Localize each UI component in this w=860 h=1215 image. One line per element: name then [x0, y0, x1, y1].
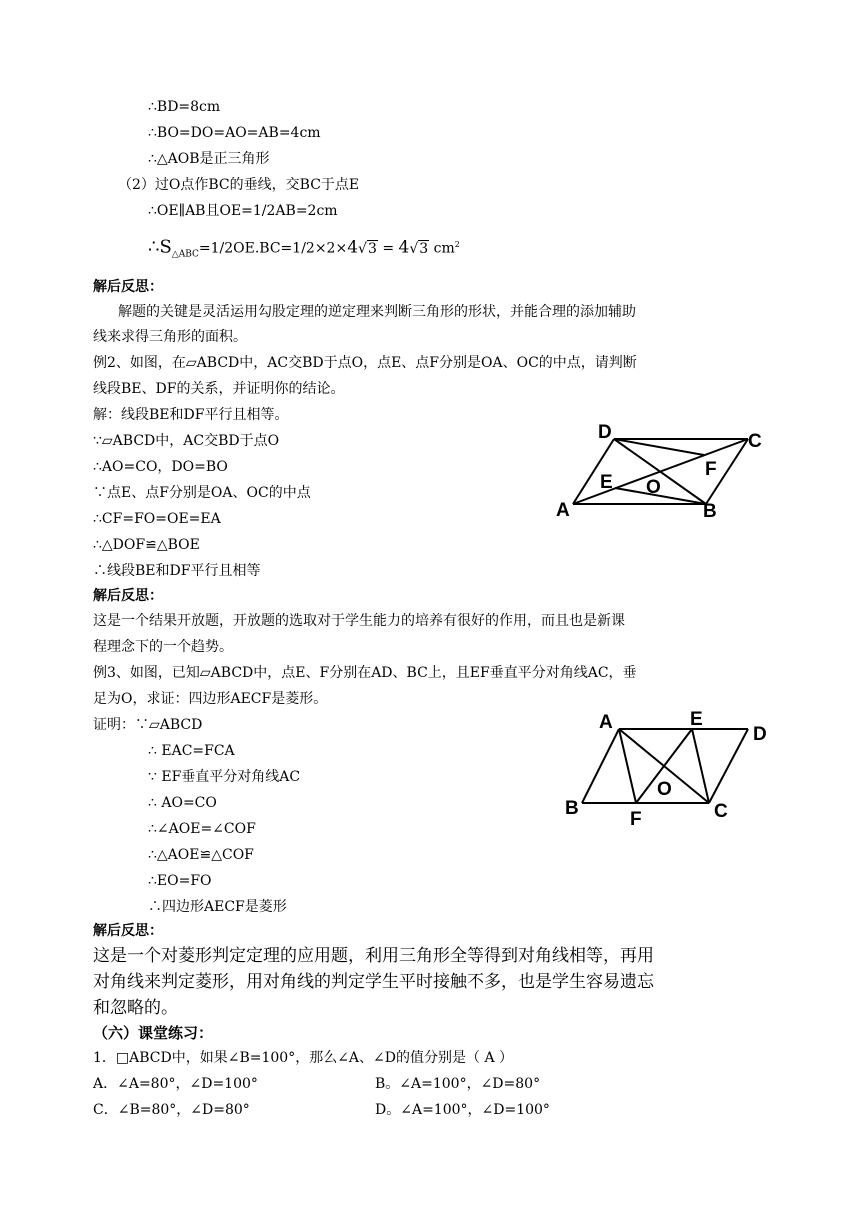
reflection-1-line-1: 解题的关键是灵活运用勾股定理的逆定理来判断三角形的形状，并能合理的添加辅助	[118, 304, 636, 320]
label-b: B	[703, 501, 717, 522]
practice-option-b: B。∠A=100°，∠D=80°	[375, 1076, 541, 1092]
example-2-question-2: 线段BE、DF的关系，并证明你的结论。	[93, 381, 345, 397]
text-bo-do-ao-ab: ∴BO=DO=AO=AB=4cm	[148, 125, 321, 141]
text-step-2: （2）过O点作BC的垂线，交BC于点E	[118, 177, 360, 193]
example-3-proof-6: ∴△AOE≌△COF	[148, 847, 254, 863]
sqrt-radicand-2: 3	[419, 240, 429, 257]
example-2-solution-1: 解：线段BE和DF平行且相等。	[93, 407, 289, 423]
text-bd-8cm: ∴BD=8cm	[148, 99, 221, 115]
figure-parallelogram-1	[550, 420, 780, 525]
example-3-question-2: 足为O，求证：四边形AECF是菱形。	[93, 691, 328, 707]
area-sub: △ABC	[171, 249, 199, 260]
example-3-proof-7: ∴EO=FO	[148, 873, 212, 889]
area-unit-sup: 2	[454, 240, 460, 249]
figure-parallelogram-2	[560, 705, 780, 830]
example-3-proof-5: ∴∠AOE=∠COF	[148, 821, 256, 837]
area-coef-2: 4	[398, 237, 410, 258]
example-2-solution-7: ∴线段BE和DF平行且相等	[93, 563, 261, 579]
sqrt-symbol-2: √3	[409, 240, 429, 257]
label-f2: F	[630, 809, 642, 830]
example-2-solution-3: ∴AO=CO，DO=BO	[93, 459, 228, 475]
example-3-proof-8: ∴四边形AECF是菱形	[148, 899, 287, 915]
example-2-solution-5: ∴CF=FO=OE=EA	[93, 511, 221, 527]
practice-question-1: 1．□ABCD中，如果∠B=100°，那么∠A、∠D的值分别是（ A ）	[93, 1050, 514, 1066]
practice-option-c: C．∠B=80°，∠D=80°	[93, 1102, 250, 1118]
label-e: E	[600, 472, 613, 493]
example-2-question-1: 例2、如图，在▱ABCD中，AC交BD于点O，点E、点F分别是OA、OC的中点，请判断	[93, 355, 637, 371]
area-unit: cm	[429, 240, 455, 257]
area-coef: 4	[347, 237, 359, 258]
practice-option-a: A．∠A=80°，∠D=100°	[93, 1076, 258, 1092]
label-c2: C	[714, 801, 728, 822]
label-a: A	[556, 500, 570, 521]
area-formula	[148, 236, 460, 263]
text-equilateral: ∴△AOB是正三角形	[148, 151, 270, 167]
reflection-1-line-2: 线来求得三角形的面积。	[93, 329, 247, 345]
text-oe-parallel: ∴OE∥AB且OE=1/2AB=2cm	[148, 203, 338, 219]
example-3-proof-4: ∴ AO=CO	[148, 795, 217, 811]
example-3-proof-1: 证明：∵▱ABCD	[93, 717, 203, 733]
reflection-heading-2: 解后反思：	[93, 588, 163, 604]
reflection-3-line-1: 这是一个对菱形判定定理的应用题，利用三角形全等得到对角线相等，再用	[93, 946, 654, 966]
example-2-solution-2: ∵▱ABCD中，AC交BD于点O	[93, 433, 280, 449]
reflection-heading-1: 解后反思：	[93, 279, 163, 295]
sqrt-radicand: 3	[367, 240, 377, 257]
example-3-question-1: 例3、如图，已知▱ABCD中，点E、F分别在AD、BC上，且EF垂直平分对角线AC，垂	[93, 665, 637, 681]
reflection-3-line-3: 和忽略的。	[93, 998, 178, 1018]
practice-heading: （六）课堂练习：	[93, 1024, 214, 1042]
sqrt-symbol: √3	[358, 240, 377, 257]
label-e2: E	[690, 709, 703, 730]
reflection-2-line-2: 程理念下的一个趋势。	[93, 639, 233, 655]
reflection-3-line-2: 对角线来判定菱形，用对角线的判定学生平时接触不多，也是学生容易遗忘	[93, 972, 654, 992]
reflection-heading-3: 解后反思：	[93, 923, 163, 939]
example-2-solution-4: ∵点E、点F分别是OA、OC的中点	[93, 485, 311, 501]
example-3-proof-3: ∵ EF垂直平分对角线AC	[148, 769, 301, 785]
area-equals: =	[377, 240, 399, 257]
example-3-proof-2: ∴ EAC=FCA	[148, 743, 235, 759]
label-o2: O	[657, 779, 672, 800]
reflection-2-line-1: 这是一个结果开放题，开放题的选取对于学生能力的培养有很好的作用，而且也是新课	[93, 613, 625, 629]
label-f: F	[705, 459, 717, 480]
label-o: O	[646, 477, 661, 498]
label-a2: A	[599, 712, 613, 733]
label-b2: B	[565, 798, 579, 819]
label-d: D	[598, 422, 612, 443]
area-mid: =1/2OE.BC=1/2×2×	[198, 240, 348, 257]
example-2-solution-6: ∴△DOF≌△BOE	[93, 537, 200, 553]
label-d2: D	[753, 724, 767, 745]
practice-option-d: D。∠A=100°，∠D=100°	[375, 1102, 550, 1118]
label-c: C	[748, 431, 762, 452]
area-s: ∴S	[148, 236, 172, 258]
